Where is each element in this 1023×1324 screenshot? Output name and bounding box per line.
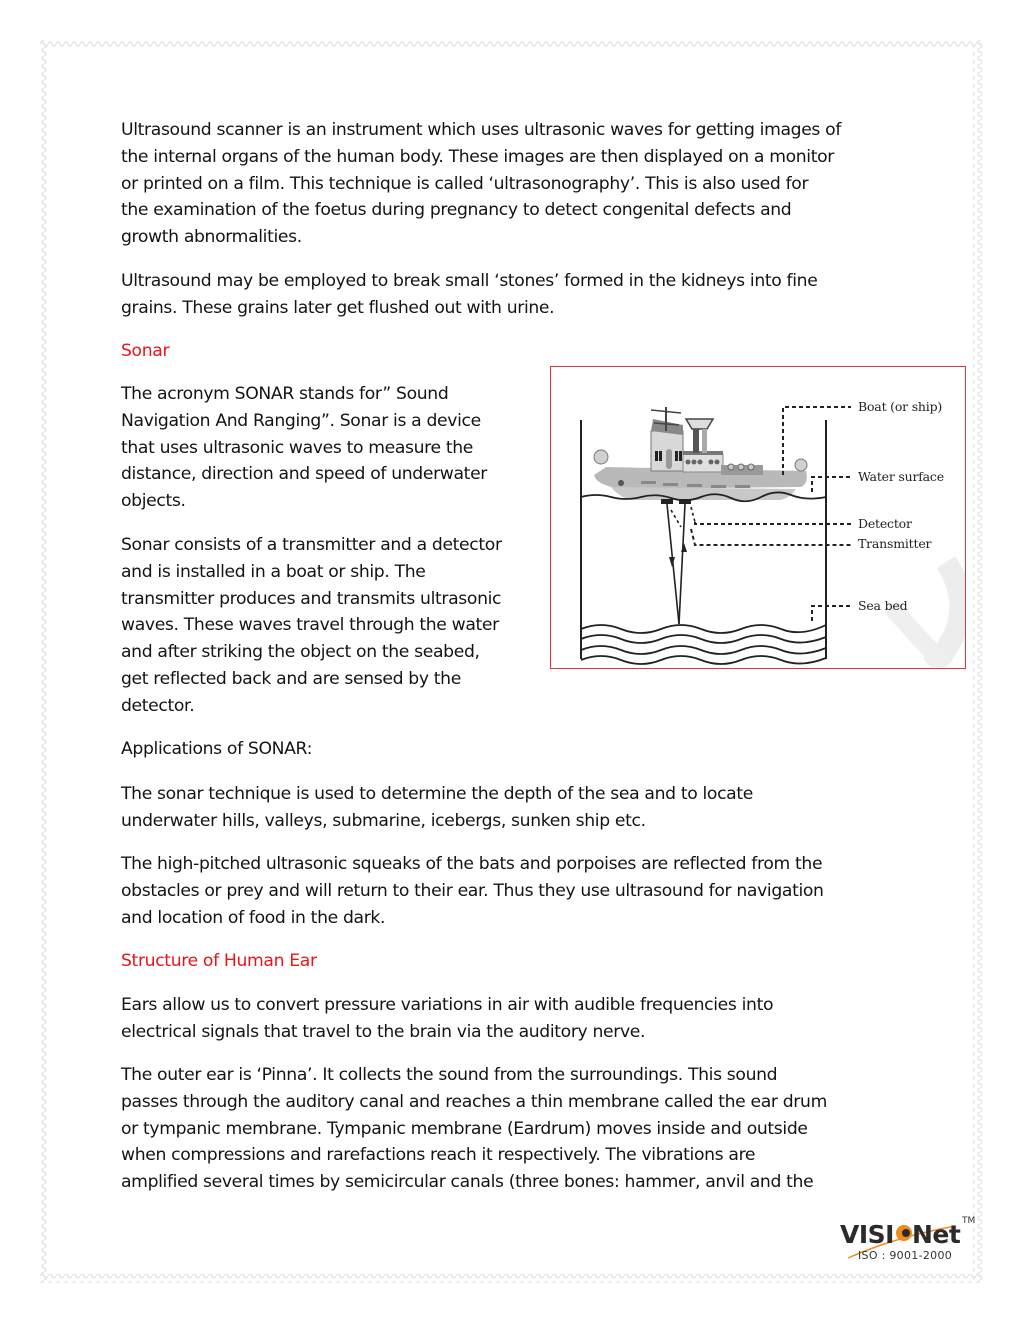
logo-text-left: VISI — [840, 1220, 894, 1249]
text-line: distance, direction and speed of underwater — [121, 464, 488, 485]
paragraph-sonar-definition — [121, 381, 487, 515]
text-line: amplified several times by semicircular canals (three bones: hammer, anvil and the — [121, 1172, 814, 1193]
paragraph-ultrasound-scanner — [121, 117, 841, 251]
text-line: growth abnormalities. — [121, 227, 302, 248]
heading-sonar: Sonar — [121, 341, 170, 361]
heading-human-ear: Structure of Human Ear — [121, 951, 317, 971]
text-line: waves. These waves travel through the water — [121, 615, 499, 636]
logo-text-right: Net — [911, 1220, 961, 1249]
text-line: the internal organs of the human body. These images are then displayed on a monitor — [121, 146, 834, 167]
logo-trademark: TM — [962, 1216, 976, 1226]
text-line: Ultrasound scanner is an instrument which uses ultrasonic waves for getting images of — [121, 120, 842, 140]
label-transmitter: Transmitter — [858, 536, 932, 551]
text-line: The acronym SONAR stands for” Sound — [121, 384, 449, 404]
text-line: underwater hills, valleys, submarine, icebergs, sunken ship etc. — [121, 810, 646, 831]
text-line: that uses ultrasonic waves to measure the — [121, 437, 474, 458]
text-line: and location of food in the dark. — [121, 907, 386, 928]
text-line: grains. These grains later get flushed out with urine. — [121, 297, 555, 318]
label-water-surface: Water surface — [858, 469, 944, 484]
text-line: obstacles or prey and will return to their ear. Thus they use ultrasound for navigation — [121, 880, 824, 901]
text-line: Sonar consists of a transmitter and a detector — [121, 535, 502, 555]
paragraph-bats-porpoises — [121, 851, 824, 931]
text-line: or printed on a film. This technique is called ‘ultrasonography’. This is also used for — [121, 173, 809, 194]
label-sea-bed: Sea bed — [858, 598, 908, 613]
text-line: passes through the auditory canal and reaches a thin membrane called the ear drum — [121, 1091, 827, 1112]
text-line: Navigation And Ranging”. Sonar is a device — [121, 410, 481, 431]
text-line: when compressions and rarefactions reach it respectively. The vibrations are — [121, 1145, 756, 1166]
text-line: The outer ear is ‘Pinna’. It collects the sound from the surroundings. This sound — [121, 1065, 778, 1085]
text-line: and is installed in a boat or ship. The — [121, 561, 426, 582]
logo-wordmark — [840, 1220, 960, 1249]
paragraph-sonar-applications — [121, 781, 753, 835]
text-line: get reflected back and are sensed by the — [121, 668, 461, 689]
text-line: and after striking the object on the seabed, — [121, 642, 480, 663]
text-line: The sonar technique is used to determine the depth of the sea and to locate — [121, 784, 753, 804]
label-boat: Boat (or ship) — [858, 399, 943, 414]
paragraph-kidney-stones — [121, 268, 817, 322]
text-line: electrical signals that travel to the brain via the auditory nerve. — [121, 1021, 646, 1042]
text-line: Ears allow us to convert pressure variations in air with audible frequencies into — [121, 995, 774, 1015]
paragraph-ear-function — [121, 992, 773, 1046]
text-line: detector. — [121, 695, 195, 716]
visionet-logo — [838, 1216, 978, 1266]
logo-iso-text: ISO : 9001-2000 — [858, 1249, 953, 1262]
label-detector: Detector — [858, 516, 912, 531]
paragraph-outer-ear — [121, 1062, 827, 1196]
text-line: the examination of the foetus during pregnancy to detect congenital defects and — [121, 200, 792, 221]
text-line: Ultrasound may be employed to break small ‘stones’ formed in the kidneys into fine — [121, 271, 818, 291]
paragraph-sonar-components — [121, 532, 502, 720]
text-line: or tympanic membrane. Tympanic membrane (Eardrum) moves inside and outside — [121, 1118, 808, 1139]
sonar-diagram-figure — [550, 366, 966, 669]
text-line: objects. — [121, 491, 186, 512]
paragraph-applications-title — [121, 736, 312, 763]
text-line: The high-pitched ultrasonic squeaks of the bats and porpoises are reflected from the — [121, 854, 823, 874]
text-line: transmitter produces and transmits ultrasonic — [121, 588, 502, 609]
text-line: Applications of SONAR: — [121, 739, 313, 759]
